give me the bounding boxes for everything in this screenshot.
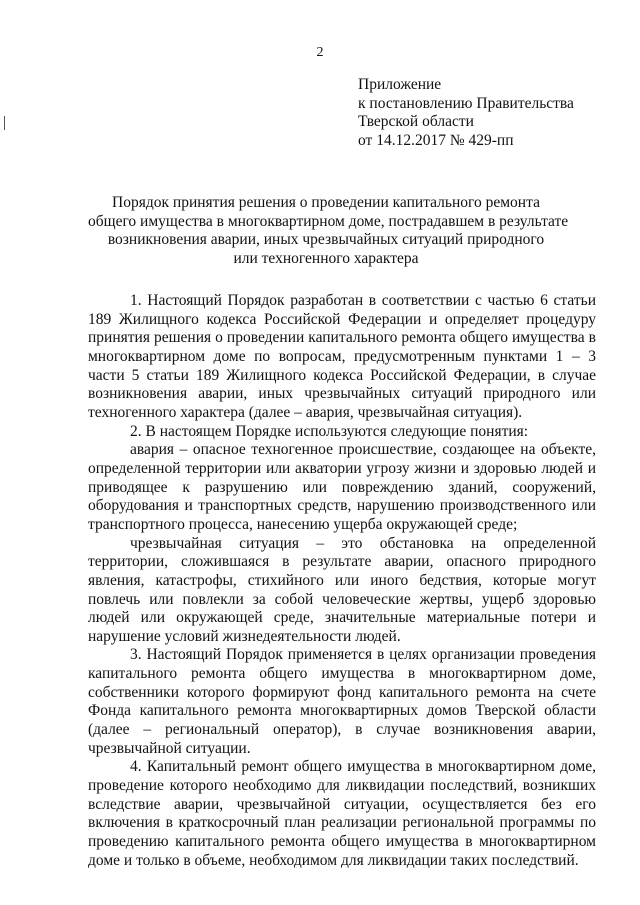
appendix-line: от 14.12.2017 № 429-пп: [358, 131, 514, 149]
appendix-block: [358, 76, 618, 150]
page-number: 2: [316, 45, 324, 60]
title-line: или техногенного характера: [233, 249, 419, 267]
paragraph-2: 2. В настоящем Порядке используются следующие понятия:: [130, 422, 529, 440]
paragraph-definition-accident: авария – опасное техногенное происшествие, создающее на объекте, определенной территории или акватории угрозу жизни и здоровью людей и приводящее к разрушению или повреждению зданий, сооружений, оборудования и транспортных средств, нарушению производственного или транспортного процесса, нанесению ущерба окружающей среде;: [88, 441, 596, 533]
paragraph-1: 1. Настоящий Порядок разработан в соответствии с частью 6 статьи 189 Жилищного кодекса Российской Федерации и определяет процедуру принятия решения о проведении капитального ремонта общего имущества в многоквартирном доме по вопросам, предусмотренным пунктами 1 – 3 части 5 статьи 189 Жилищного кодекса Российской Федерации, в случае возникновения аварии, иных чрезвычайных ситуаций природного или техногенного характера (далее – авария, чрезвычайная ситуация).: [88, 292, 596, 421]
title-line: общего имущества в многоквартирном доме, пострадавшем в результате: [88, 212, 569, 230]
paragraph-4: 4. Капитальный ремонт общего имущества в многоквартирном доме, проведение которого необходимо для ликвидации последствий, возникших вследствие аварии, чрезвычайной ситуации, осуществляется без его включения в краткосрочный план реализации региональной программы по проведению капитального ремонта общего имущества в многоквартирном доме и только в объеме, необходимом для ликвидации таких последствий.: [88, 758, 596, 869]
appendix-line: Тверской области: [358, 113, 474, 131]
title-line: возникновения аварии, иных чрезвычайных ситуаций природного: [107, 231, 545, 249]
appendix-line: к постановлению Правительства: [358, 94, 574, 112]
title-line: Порядок принятия решения о проведении капитального ремонта: [112, 194, 540, 211]
document-title: [88, 194, 569, 268]
paragraph-3: 3. Настоящий Порядок применяется в целях организации проведения капитального ремонта общего имущества в многоквартирном доме, собственники которого формируют фонд капитального ремонта на счете Фонда капитального ремонта многоквартирных домов Тверской области (далее – региональный оператор), в случае возникновения аварии, чрезвычайной ситуации.: [88, 646, 596, 757]
scan-margin-mark: [4, 116, 5, 130]
paragraph-definition-emergency: чрезвычайная ситуация – это обстановка на определенной территории, сложившаяся в результате аварии, опасного природного явления, катастрофы, стихийного или иного бедствия, которые могут повлечь или повлекли за собой человеческие жертвы, ущерб здоровью людей или окружающей среде, значительные материальные потери и нарушение условий жизнедеятельности людей.: [88, 534, 596, 645]
document-body: [88, 292, 596, 870]
appendix-line: Приложение: [358, 76, 442, 93]
